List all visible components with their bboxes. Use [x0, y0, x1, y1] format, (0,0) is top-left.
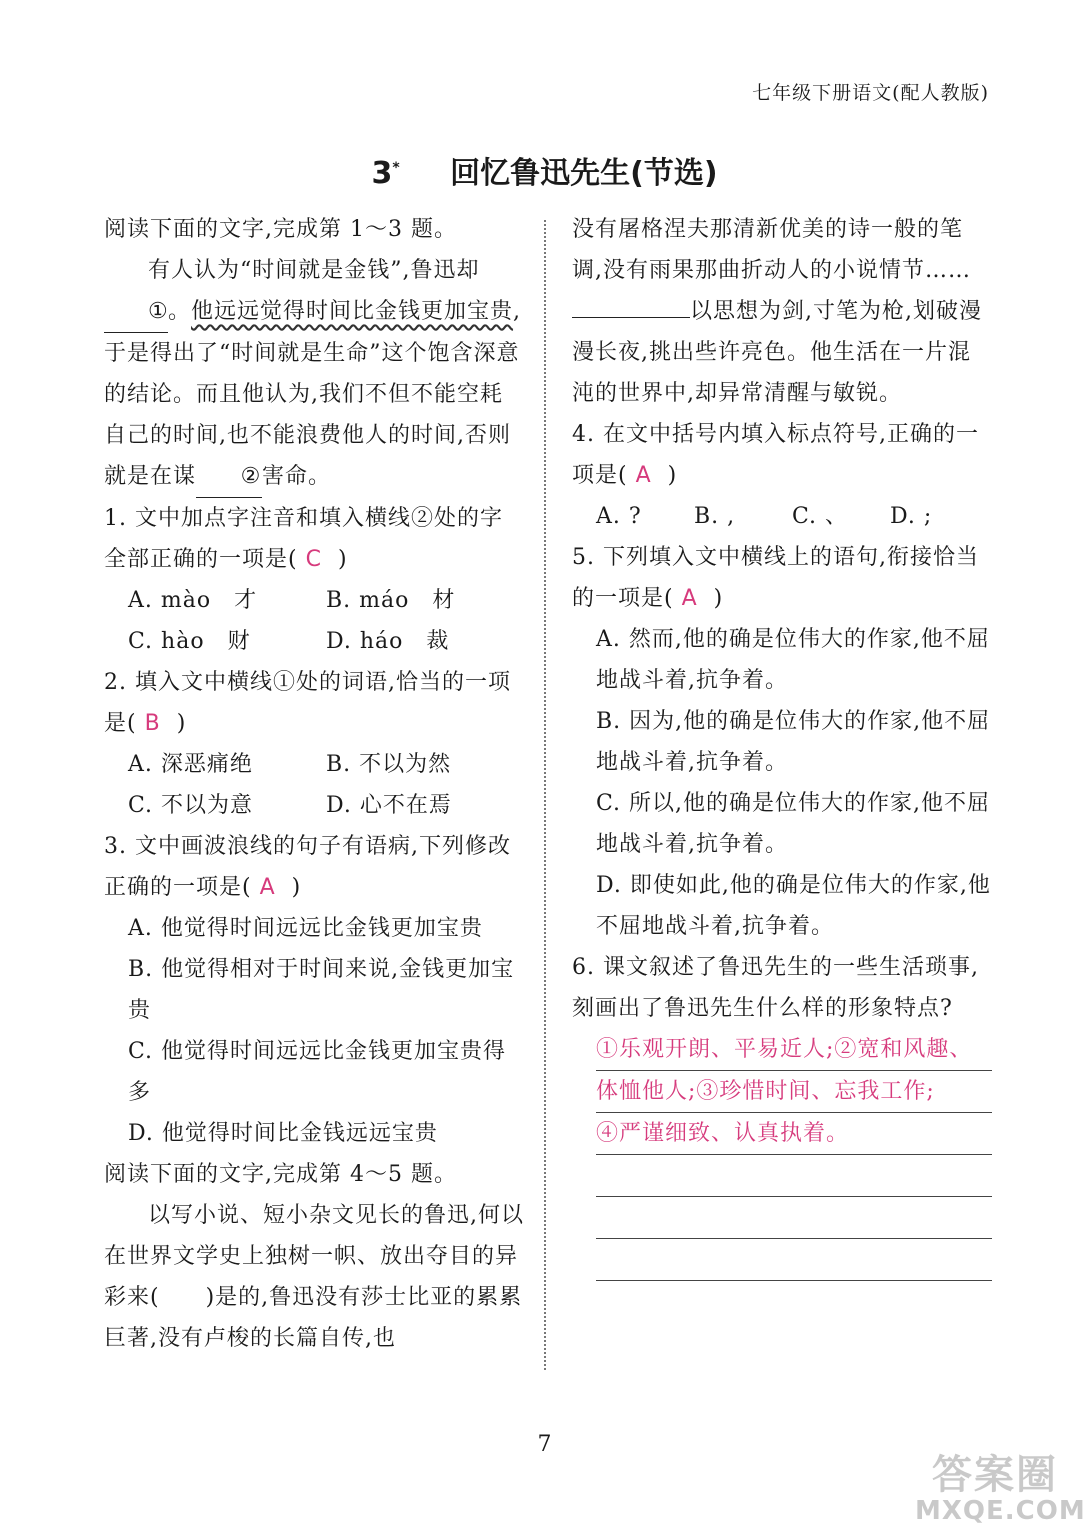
- q3-option-c: C. 他觉得时间远远比金钱更加宝贵得多: [128, 1039, 507, 1105]
- blank-passage-2: [572, 317, 690, 318]
- answer-2: B: [144, 711, 161, 736]
- answer-5: A: [681, 586, 698, 611]
- passage-1: 有人认为“时间就是金钱”,鲁迅却 ①。他远远觉得时间比金钱更加宝贵,于是得出了“时间就是生命”这个饱含深意的结论。而且他认为,我们不但不能空耗自己的时间,也不能浪费他人的时间,否则就是在谋 ②害命。: [104, 250, 524, 498]
- passage-2-start: 以写小说、短小杂文见长的鲁迅,何以在世界文学史上独树一帜、放出夺目的异彩来( )是的,鲁迅没有莎士比亚的累累巨著,没有卢梭的长篇自传,也: [104, 1203, 524, 1351]
- left-column: [104, 209, 524, 1359]
- question-1: 1. 文中加点字注音和填入横线②处的字全部正确的一项是( C ): [104, 506, 503, 572]
- blank-1: ①: [104, 291, 168, 333]
- question-3: 3. 文中画波浪线的句子有语病,下列修改正确的一项是( A ): [104, 834, 511, 900]
- lesson-number: 3*: [371, 156, 400, 191]
- answer-6: [572, 1029, 992, 1281]
- q1-options-row1: A. mào 才 B. máo 材: [128, 588, 456, 613]
- question-4: 4. 在文中括号内填入标点符号,正确的一项是( A ): [572, 422, 979, 488]
- answer-line: 体恤他人;③珍惜时间、忘我工作;: [596, 1071, 992, 1113]
- question-5: 5. 下列填入文中横线上的语句,衔接恰当的一项是( A ): [572, 545, 979, 611]
- blank-answer-line: [596, 1197, 992, 1239]
- question-2: 2. 填入文中横线①处的词语,恰当的一项是( B ): [104, 670, 511, 736]
- q5-option-b: B. 因为,他的确是位伟大的作家,他不屈地战斗着,抗争着。: [596, 709, 991, 775]
- answer-1: C: [305, 547, 322, 572]
- question-6: 6. 课文叙述了鲁迅先生的一些生活琐事,刻画出了鲁迅先生什么样的形象特点?: [572, 955, 979, 1021]
- wavy-sentence: 他远远觉得时间比金钱更加宝贵: [191, 299, 514, 324]
- q2-options-row2: C. 不以为意 D. 心不在焉: [128, 793, 452, 818]
- instruction-1: 阅读下面的文字,完成第 1～3 题。: [104, 217, 457, 242]
- passage-2-continued: 没有屠格涅夫那清新优美的诗一般的笔调,没有雨果那曲折动人的小说情节……以思想为剑,寸笔为枪,划破漫漫长夜,挑出些许亮色。他生活在一片混沌的世界中,却异常清醒与敏锐。: [572, 217, 982, 406]
- answer-line: ①乐观开朗、平易近人;②宽和风趣、: [596, 1029, 992, 1071]
- lesson-title: [0, 148, 1089, 192]
- answer-line: ④严谨细致、认真执着。: [596, 1113, 992, 1155]
- blank-answer-line: [596, 1239, 992, 1281]
- q5-option-c: C. 所以,他的确是位伟大的作家,他不屈地战斗着,抗争着。: [596, 791, 991, 857]
- answer-4: A: [635, 463, 652, 488]
- q1-options-row2: C. hào 财 D. háo 裁: [128, 629, 450, 654]
- right-column: [572, 209, 992, 1281]
- instruction-2: 阅读下面的文字,完成第 4～5 题。: [104, 1162, 457, 1187]
- q3-option-a: A. 他觉得时间远远比金钱更加宝贵: [128, 916, 483, 941]
- q4-options: A. ? B. , C. 、 D. ;: [596, 504, 933, 529]
- blank-2: ②: [196, 456, 262, 498]
- lesson-title-text: 回忆鲁迅先生(节选): [450, 156, 718, 191]
- answer-3: A: [259, 875, 276, 900]
- watermark-logo: 答案圈 MXQE.COM: [915, 1452, 1086, 1526]
- q5-option-d: D. 即使如此,他的确是位伟大的作家,他不屈地战斗着,抗争着。: [596, 873, 991, 939]
- blank-answer-line: [596, 1155, 992, 1197]
- page-number: 7: [537, 1432, 552, 1457]
- q3-option-b: B. 他觉得相对于时间来说,金钱更加宝贵: [128, 957, 515, 1023]
- page-header: 七年级下册语文(配人教版): [752, 82, 989, 104]
- q2-options-row1: A. 深恶痛绝 B. 不以为然: [128, 752, 452, 777]
- column-divider: [544, 220, 546, 1370]
- q3-option-d: D. 他觉得时间比金钱远远宝贵: [128, 1121, 438, 1146]
- q5-option-a: A. 然而,他的确是位伟大的作家,他不屈地战斗着,抗争着。: [596, 627, 990, 693]
